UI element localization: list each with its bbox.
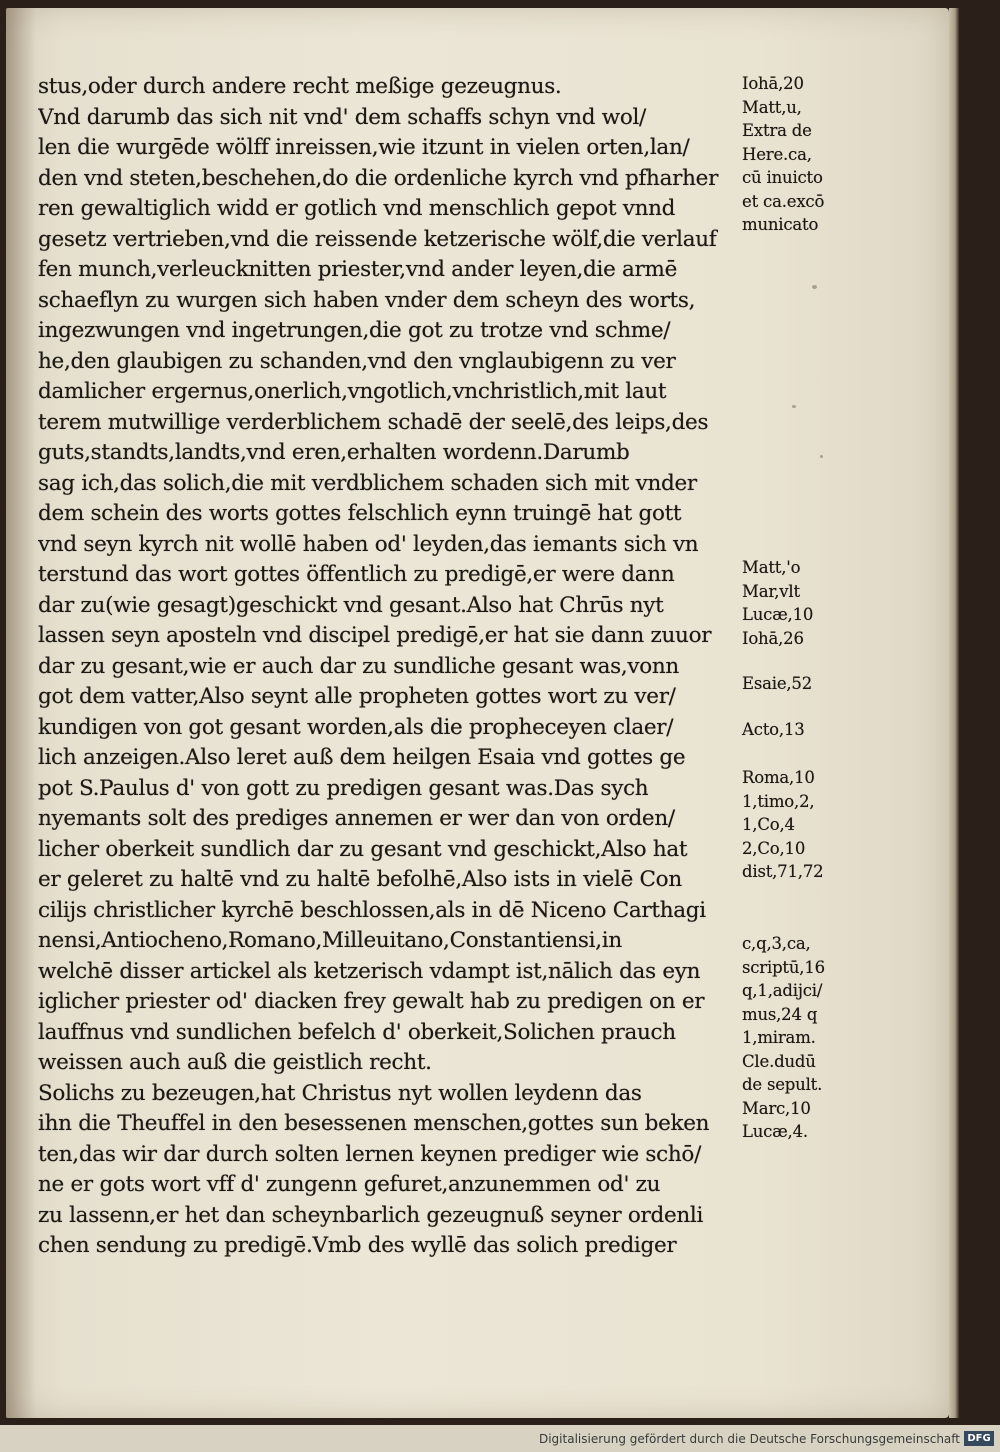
text-line: ihn die Theuffel in den besessenen menschen,gottes sun beken: [38, 1111, 710, 1136]
text-line: iglicher priester od' diacken frey gewalt hab zu predigen on er: [38, 989, 705, 1014]
margin-note-2: [742, 556, 813, 650]
margin-note-line: Lucæ,10: [742, 605, 814, 624]
text-line: got dem vatter,Also seynt alle propheten gottes wort zu ver/: [38, 684, 676, 709]
margin-note-4: [742, 718, 805, 742]
margin-note-line: Esaie,52: [742, 674, 813, 693]
margin-note-line: Acto,13: [742, 720, 805, 739]
text-line: lich anzeigen.Also leret auß dem heilgen Esaia vnd gottes ge: [38, 745, 686, 770]
text-line: dem schein des worts gottes felschlich eynn truingē hat gott: [38, 501, 682, 526]
text-line: gesetz vertrieben,vnd die reissende ketzerische wölf,die verlauf: [38, 226, 717, 252]
margin-note-1: [742, 72, 824, 237]
text-line: he,den glaubigen zu schanden,vnd den vnglaubigenn zu ver: [38, 348, 676, 374]
page-gutter-shadow: [6, 8, 36, 1418]
margin-note-line: mus,24 q: [742, 1004, 818, 1024]
margin-note-line: cū inuicto: [742, 168, 823, 187]
text-line: fen munch,verleucknitten priester,vnd ander leyen,die armē: [38, 257, 678, 282]
text-line: terem mutwillige verderblichem schadē der seelē,des leips,des: [38, 409, 709, 435]
margin-note-line: Roma,10: [742, 768, 815, 787]
margin-note-3: [742, 672, 812, 696]
text-line: weissen auch auß die geistlich recht.: [38, 1050, 432, 1075]
margin-note-6: [742, 932, 825, 1144]
margin-note-line: Iohā,26: [742, 628, 804, 648]
text-line: schaeflyn zu wurgen sich haben vnder dem scheyn des worts,: [38, 287, 696, 313]
margin-note-line: scriptū,16: [742, 957, 825, 977]
text-line: cilijs christlicher kyrchē beschlossen,als in dē Niceno Carthagi: [38, 897, 706, 923]
text-line: terstund das wort gottes öffentlich zu predigē,er were dann: [38, 562, 675, 587]
text-line: Vnd darumb das sich nit vnd' dem schaffs schyn vnd wol/: [38, 104, 646, 130]
text-line: vnd seyn kyrch nit wollē haben od' leyden,das iemants sich vn: [38, 531, 699, 557]
text-line: damlicher ergernus,onerlich,vngotlich,vnchristlich,mit laut: [38, 379, 667, 404]
page-edge: [949, 8, 959, 1418]
margin-note-line: c,q,3,ca,: [742, 934, 811, 953]
margin-note-line: Iohā,20: [742, 74, 804, 93]
margin-note-line: municato: [742, 215, 819, 234]
text-line: len die wurgēde wölff inreissen,wie itzunt in vielen orten,lan/: [38, 135, 690, 160]
text-line: ne er gots wort vff d' zungenn gefuret,anzunemmen od' zu: [38, 1172, 661, 1197]
margin-note-line: Mar,vlt: [742, 581, 800, 601]
text-line: er geleret zu haltē vnd zu haltē befolhē,Also ists in vielē Con: [38, 867, 682, 892]
footer-bar: [0, 1425, 1000, 1452]
text-line: nyemants solt des prediges annemen er wer dan von orden/: [38, 806, 675, 831]
margin-note-line: Here.ca,: [742, 144, 812, 164]
margin-note-line: 1,miram.: [742, 1028, 816, 1047]
margin-note-line: q,1,adijci/: [742, 981, 823, 1000]
dfg-logo: DFG: [964, 1431, 994, 1446]
text-line: dar zu gesant,wie er auch dar zu sundliche gesant was,vonn: [38, 653, 679, 679]
text-line: licher oberkeit sundlich dar zu gesant vnd geschickt,Also hat: [38, 836, 688, 862]
text-line: dar zu(wie gesagt)geschickt vnd gesant.Also hat Chrūs nyt: [38, 592, 664, 618]
margin-note-line: Lucæ,4.: [742, 1122, 808, 1141]
main-text-block: [38, 72, 748, 1262]
text-line: welchē disser artickel als ketzerisch vdampt ist,nālich das eyn: [38, 958, 701, 984]
margin-note-line: Cle.dudū: [742, 1051, 816, 1071]
margin-note-line: 1,Co,4: [742, 815, 795, 834]
margin-note-line: Matt,'o: [742, 558, 801, 577]
text-line: kundigen von got gesant worden,als die propheceyen claer/: [38, 714, 674, 740]
text-line: guts,standts,landts,vnd eren,erhalten wordenn.Darumb: [38, 440, 630, 465]
text-line: chen sendung zu predigē.Vmb des wyllē das solich prediger: [38, 1233, 677, 1258]
margin-note-line: 2,Co,10: [742, 838, 806, 858]
funding-credit: Digitalisierung gefördert durch die Deutsche Forschungsgemeinschaft: [538, 1432, 960, 1446]
margin-note-line: dist,71,72: [742, 862, 824, 881]
margin-note-line: et ca.excō: [742, 191, 825, 211]
text-line: ren gewaltiglich widd er gotlich vnd menschlich gepot vnnd: [38, 196, 676, 221]
text-line: ingezwungen vnd ingetrungen,die got zu trotze vnd schme/: [38, 318, 671, 343]
text-line: den vnd steten,beschehen,do die ordenliche kyrch vnd pfharher: [38, 165, 719, 191]
text-line: sag ich,das solich,die mit verdblichem schaden sich mit vnder: [38, 470, 697, 496]
text-line: lauffnus vnd sundlichen befelch d' oberkeit,Solichen prauch: [38, 1019, 676, 1045]
margin-note-5: [742, 766, 823, 884]
margin-note-line: Extra de: [742, 121, 812, 140]
text-line: nensi,Antiocheno,Romano,Milleuitano,Constantiensi,in: [38, 928, 622, 953]
text-line: pot S.Paulus d' von gott zu predigen gesant was.Das sych: [38, 775, 649, 801]
text-line: ten,das wir dar durch solten lernen keynen prediger wie schō/: [38, 1141, 702, 1167]
margin-note-line: Matt,u,: [742, 97, 802, 117]
text-line: zu lassenn,er het dan scheynbarlich gezeugnuß seyner ordenli: [38, 1202, 704, 1228]
text-line: stus,oder durch andere recht meßige gezeugnus.: [38, 74, 562, 99]
margin-note-line: de sepult.: [742, 1075, 823, 1094]
text-line: lassen seyn aposteln vnd discipel predigē,er hat sie dann zuuor: [38, 623, 712, 648]
text-line: Solichs zu bezeugen,hat Christus nyt wollen leydenn das: [38, 1080, 642, 1106]
margin-note-line: 1,timo,2,: [742, 791, 815, 811]
margin-note-line: Marc,10: [742, 1098, 811, 1118]
